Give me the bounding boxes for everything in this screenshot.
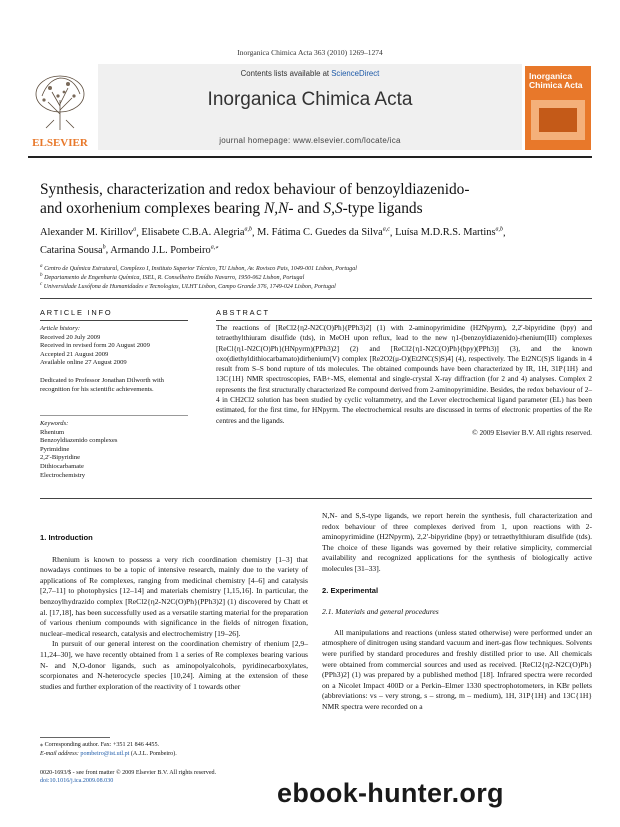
- article-history: Article history: Received 20 July 2009 Received in revised form 20 August 2009 Accepted 21 August 2009 Available online 27 August 2009 Dedicated to Professor Jonathan Dilworth with recognition for his scientific achievements.: [40, 325, 188, 394]
- corresponding-author: ⁎ Corresponding author. Fax: +351 21 846 4455.: [40, 742, 160, 748]
- cover-title: Inorganica Chimica Acta: [529, 71, 583, 90]
- keyword[interactable]: Benzoyldiazenido complexes: [40, 437, 118, 445]
- elsevier-tree-logo: [28, 66, 92, 150]
- email-line: E-mail address: pombeiro@ist.utl.pt (A.J.L. Pombeiro).: [40, 751, 177, 757]
- publisher-name: ELSEVIER: [32, 137, 88, 149]
- keyword[interactable]: Pyrimidine: [40, 445, 70, 453]
- header-rule: [28, 156, 592, 158]
- affiliation-b: $^b$ Departamento de Engenharia Química, ISEL, R. Conselheiro Emídio Navarro, 1950-062 Lisbon, Portugal: [40, 272, 305, 282]
- title-line-2: and oxorhenium complexes bearing N,N- and S,S-type ligands: [40, 200, 423, 217]
- author[interactable]: Alexander M. Kirillov$^a$: [40, 227, 137, 239]
- article-info-rule: [40, 320, 188, 321]
- article-title: [40, 180, 600, 218]
- author[interactable]: Catarina Sousa$^b$: [40, 244, 106, 256]
- history-item: Received in revised form 20 August 2009: [40, 342, 150, 350]
- keyword[interactable]: Dithiocarbamate: [40, 462, 84, 470]
- title-line-1: Synthesis, characterization and redox behaviour of benzoyldiazenido-: [40, 181, 470, 198]
- intro-paragraph-1: Rhenium is known to possess a very rich coordination chemistry [1–3] that nowadays continues to be a topic of intensive research, mainly due to the variety of applications of Re complexes, ranging from medicinal chemistry [4–6] and catalysis [2,7–11] to photophysics [12–14] and materials chemistry [1,15,16]. In particular, the benzoylhydrazido complex [ReCl2{η2-N2C(O)Ph}(PPh3)2] (1) discovered by Chatt et al. [17,18], has been successfully used as a versatile starting material for the preparation of various rhenium compounds with significance in the fields of nitrogen fixation, nuclear–medical research, catalysis and electrochemistry [19–26].: [40, 554, 308, 638]
- author[interactable]: Armando J.L. Pombeiro$^{a,⁎}$: [110, 244, 219, 256]
- email-link[interactable]: pombeiro@ist.utl.pt: [80, 751, 130, 757]
- author[interactable]: M. Fátima C. Guedes da Silva$^{a,c}$: [257, 227, 390, 239]
- intro-heading: 1. Introduction: [40, 533, 93, 542]
- article-info-heading: ARTICLE INFO: [40, 308, 113, 317]
- keyword[interactable]: Electrochemistry: [40, 471, 86, 479]
- journal-homepage[interactable]: journal homepage: www.elsevier.com/locate/ica: [219, 136, 401, 145]
- experimental-heading: 2. Experimental: [322, 585, 379, 595]
- author[interactable]: Luísa M.D.R.S. Martins$^{a,b}$: [395, 227, 504, 239]
- issn-line: 0020-1693/$ - see front matter © 2009 Elsevier B.V. All rights reserved.: [40, 770, 217, 776]
- doi-link[interactable]: doi:10.1016/j.ica.2009.08.030: [40, 778, 114, 784]
- contents-prefix: Contents lists available at: [240, 69, 332, 78]
- abstract-body: [216, 323, 592, 438]
- keywords-rule: [40, 415, 188, 416]
- copyright: © 2009 Elsevier B.V. All rights reserved.: [472, 427, 592, 437]
- affiliation-c: $^c$ Universidade Lusófona de Humanidades e Tecnologias, ULHT Lisbon, Campo Grande 376, 1749-024 Lisbon, Portugal: [40, 281, 336, 291]
- history-item: Received 20 July 2009: [40, 333, 101, 341]
- abstract-text: The reactions of [ReCl2{η2-N2C(O)Ph}(PPh3)2] (1) with 2-aminopyrimidine (H2Npyrm), 2,2′-bipyridine (bpy) and tetraethylthiuram disulfide (tds), in MeOH upon reflux, lead to the new η1-(benzoyldiazenido)-rhenium(III) complexes [ReCl{η1-N2C(O)Ph}(HNpyrm)(PPh3)2] (2) and [ReCl2{η1-N2C(O)Ph}(bpy)(PPh3)] (3), and the known oxo(diethyldithiocarbamato)dirhenium(V) complex [Re2O2(μ-O)(Et2NC(S)S)4] (4), respectively. The Et2NC(S)S ligands in 4 result from S–S bond rupture of tds molecules. The obtained compounds have been characterized by IR, 1H, 31P{1H} and 13C{1H} NMR spectroscopies, FAB+-MS, elemental and single-crystal X-ray diffraction (for 2 and 4) analyses. Complex 2 represents the first structurally characterized Re compound derived from 2-aminopyrimidine. Besides, the redox behaviour of 2–4 in CH2Cl2 solution has been studied by cyclic voltammetry, and the Lever electrochemical ligand parameter (EL) has been estimated, for the first time, for HNpyrm. The electrochemical results are discussed in terms of electronic properties of the Re centres and the ligands.: [216, 323, 592, 425]
- author-list: Alexander M. Kirillov$^a$, Elisabete C.B.A. Alegria$^{a,b}$, M. Fátima C. Guedes da Silva$^{a,c}$, Luísa M.D.R.S. Martins$^{a,b}$, Catarina Sousa$^b$, Armando J.L. Pombeiro$^{a,⁎}$: [40, 227, 506, 256]
- abstract-bottom-rule: [40, 498, 592, 499]
- front-matter-rule: [40, 298, 592, 299]
- journal-cover-thumbnail: [525, 66, 591, 150]
- contents-line: [98, 69, 522, 78]
- watermark: ebook-hunter.org: [277, 778, 504, 808]
- keyword[interactable]: Rhenium: [40, 428, 65, 436]
- history-item: Available online 27 August 2009: [40, 359, 127, 367]
- affiliation-a: $^a$ Centro de Química Estrutural, Complexo I, Instituto Superior Técnico, TU Lisbon, Av. Rovisco Pais, 1049-001 Lisbon, Portugal: [40, 263, 357, 273]
- right-column: [322, 511, 592, 713]
- right-paragraph-1: N,N- and S,S-type ligands, we report herein the synthesis, full characterization and redox behaviour of three complexes derived from 1, upon reactions with 2-aminopyrimidine (H2Npyrm), 2,2′-bipyridine (bpy) or tetraethylthiuram disulfide (tds). The choice of these ligands was governed by their relative simplicity, commercial availability and recognized applications for the synthesis of biologically active molecules [31–33].: [322, 511, 592, 573]
- journal-title: Inorganica Chimica Acta: [207, 89, 413, 110]
- abstract-rule: [216, 320, 592, 321]
- dedication: Dedicated to Professor Jonathan Dilworth with recognition for his scientific achievements.: [40, 376, 164, 393]
- sciencedirect-link[interactable]: ScienceDirect: [331, 69, 380, 78]
- materials-paragraph: All manipulations and reactions (unless stated otherwise) were performed under an atmosphere of dinitrogen using standard vacuum and inert-gas flow techniques. Solvents were purified by standard procedures and freshly distilled prior to use. All chemicals were obtained from commercial sources and used as received. [ReCl2{η2-N2C(O)Ph}(PPh3)2] (1) was prepared by a published method [18]. Infrared spectra were recorded on a Nicolet Impact 400D or a Perkin–Elmer 1330 spectrophotometers, in KBr pellets (abbreviations: vs – very strong, s – strong, m – medium), 1H, 31P{1H} and 13C{1H} NMR spectra were recorded on a: [322, 627, 592, 711]
- history-item: Accepted 21 August 2009: [40, 350, 109, 358]
- left-column: [40, 533, 308, 692]
- running-header: Inorganica Chimica Acta 363 (2010) 1269–1274: [237, 48, 383, 57]
- keywords: Keywords: Rhenium Benzoyldiazenido complexes Pyrimidine 2,2′-Bipyridine Dithiocarbamate Electrochemistry: [40, 420, 188, 480]
- abstract-heading: ABSTRACT: [216, 308, 270, 317]
- keyword[interactable]: 2,2′-Bipyridine: [40, 454, 81, 462]
- materials-heading: 2.1. Materials and general procedures: [322, 607, 439, 617]
- intro-paragraph-2: In pursuit of our general interest on the coordination chemistry of rhenium [2,9–11,24–30], we have recently obtained from 1 a series of Re complexes bearing various N- and N,O-donor ligands, such as aminopolyalcohols, pyridinecarboxylates, scorpionates and N-heterocycle species [10,24]. Aiming at the extension of these studies and further exploration of the reactivity of 1 towards other: [40, 639, 308, 691]
- footnote-rule: [40, 737, 110, 738]
- author[interactable]: Elisabete C.B.A. Alegria$^{a,b}$: [141, 227, 252, 239]
